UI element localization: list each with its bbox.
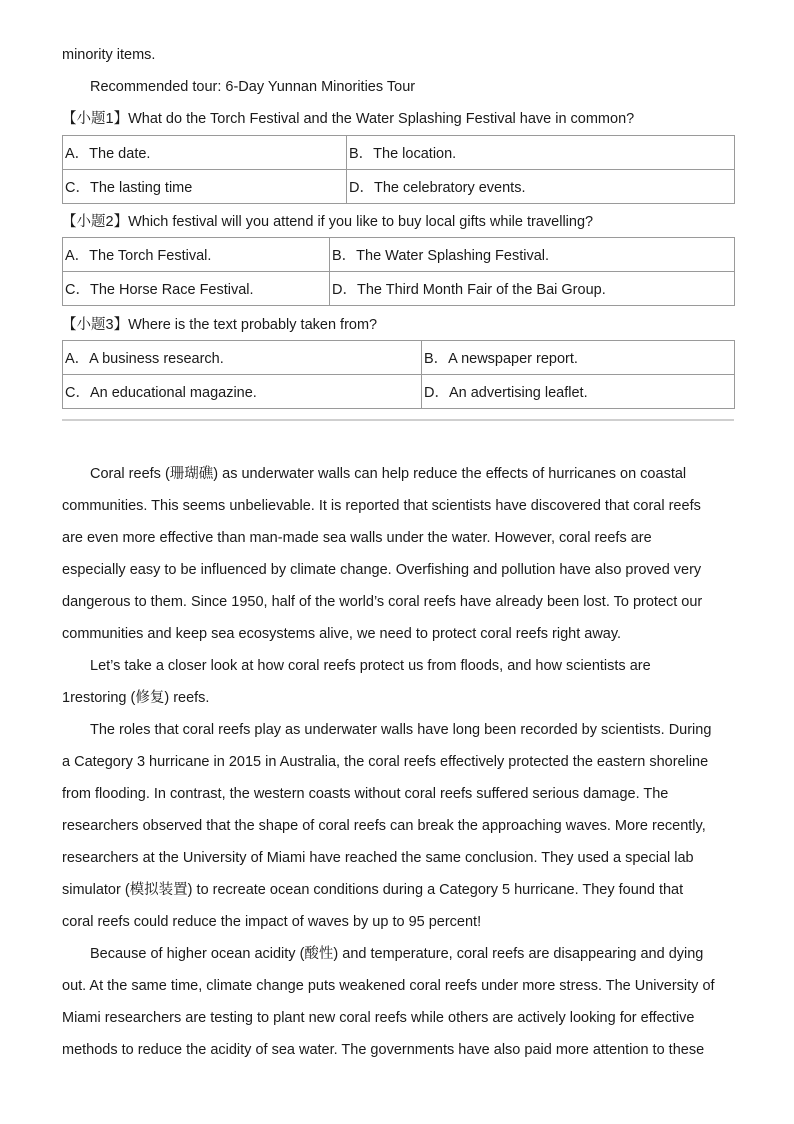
question-2-title: 【小题2】Which festival will you attend if you like to buy local gifts while travelling? xyxy=(62,214,594,230)
question-1-title: 【小题1】What do the Torch Festival and the Water Splashing Festival have in common? xyxy=(62,111,635,127)
passage-line: coral reefs could reduce the impact of waves by up to 95 percent! xyxy=(62,914,482,930)
option-c[interactable]: C．The Horse Race Festival. xyxy=(63,272,330,306)
reading-passage xyxy=(62,458,734,1066)
passage-line: especially easy to be influenced by climate change. Overfishing and pollution have also proved very xyxy=(62,562,702,578)
passage-line: Because of higher ocean acidity (酸性) and temperature, coral reefs are disappearing and dying xyxy=(90,946,704,962)
option-b[interactable]: B．The Water Splashing Festival. xyxy=(330,238,735,272)
option-a[interactable]: A．The Torch Festival. xyxy=(63,238,330,272)
text-line: minority items. xyxy=(62,47,156,63)
option-row xyxy=(63,341,735,375)
passage-line: researchers observed that the shape of coral reefs can break the approaching waves. More recently, xyxy=(62,818,706,834)
passage-line: from flooding. In contrast, the western coasts without coral reefs suffered serious damage. The xyxy=(62,786,669,802)
question-1-options xyxy=(62,135,735,204)
passage-line: Let’s take a closer look at how coral reefs protect us from floods, and how scientists are xyxy=(90,658,651,674)
question-3-options xyxy=(62,340,735,409)
option-row xyxy=(63,238,735,272)
passage-line: communities and keep sea ecosystems alive, we need to protect coral reefs right away. xyxy=(62,626,622,642)
option-b[interactable]: B．A newspaper report. xyxy=(422,341,735,375)
text-line: Recommended tour: 6-Day Yunnan Minorities Tour xyxy=(90,79,416,95)
question-3-title: 【小题3】Where is the text probably taken from? xyxy=(62,317,378,333)
passage-line: researchers at the University of Miami have reached the same conclusion. They used a special lab xyxy=(62,850,694,866)
question-2-options xyxy=(62,237,735,306)
passage-line: methods to reduce the acidity of sea water. The governments have also paid more attention to these xyxy=(62,1042,705,1058)
passage-line: The roles that coral reefs play as underwater walls have long been recorded by scientists. During xyxy=(90,722,712,738)
option-c[interactable]: C．The lasting time xyxy=(63,170,347,204)
option-d[interactable]: D．An advertising leaflet. xyxy=(422,375,735,409)
passage-line: 1restoring (修复) reefs. xyxy=(62,690,210,706)
passage-line: communities. This seems unbelievable. It is reported that scientists have discovered that coral reefs xyxy=(62,498,701,514)
option-d[interactable]: D．The Third Month Fair of the Bai Group. xyxy=(330,272,735,306)
section-divider xyxy=(62,419,734,421)
passage-line: simulator (模拟装置) to recreate ocean conditions during a Category 5 hurricane. They found that xyxy=(62,882,684,898)
option-a[interactable]: A．A business research. xyxy=(63,341,422,375)
passage-line: out. At the same time, climate change puts weakened coral reefs under more stress. The University of xyxy=(62,978,715,994)
option-row xyxy=(63,375,735,409)
passage-line: a Category 3 hurricane in 2015 in Australia, the coral reefs effectively protected the eastern shoreline xyxy=(62,754,709,770)
option-b[interactable]: B．The location. xyxy=(347,136,735,170)
option-c[interactable]: C．An educational magazine. xyxy=(63,375,422,409)
passage-line: Coral reefs (珊瑚礁) as underwater walls can help reduce the effects of hurricanes on coastal xyxy=(90,466,687,482)
option-d[interactable]: D．The celebratory events. xyxy=(347,170,735,204)
option-row xyxy=(63,170,735,204)
passage-line: dangerous to them. Since 1950, half of the world’s coral reefs have already been lost. To protect our xyxy=(62,594,703,610)
passage-line: are even more effective than man-made sea walls under the water. However, coral reefs are xyxy=(62,530,652,546)
option-row xyxy=(63,136,735,170)
passage-line: Miami researchers are testing to plant new coral reefs while others are actively looking for effective xyxy=(62,1010,695,1026)
option-row xyxy=(63,272,735,306)
option-a[interactable]: A．The date. xyxy=(63,136,347,170)
